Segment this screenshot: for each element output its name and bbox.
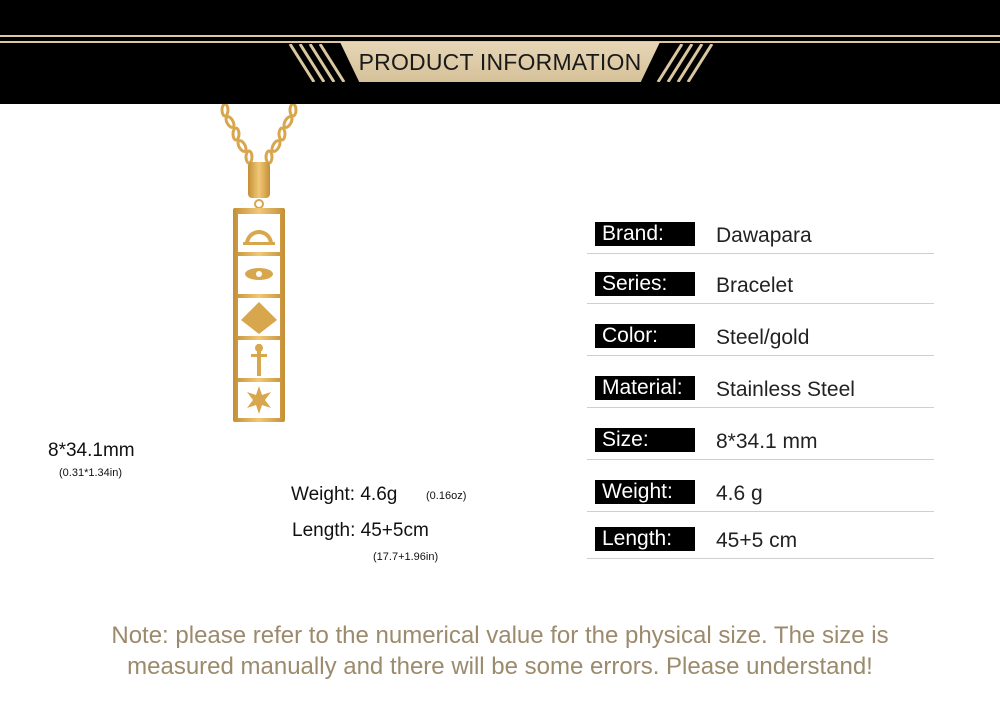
weight-label: Weight: 4.6g bbox=[291, 484, 398, 505]
gold-bar-pendant-necklace-icon bbox=[205, 104, 315, 434]
note-line-1: Note: please refer to the numerical value for the physical size. The size is bbox=[111, 622, 889, 649]
spec-divider bbox=[587, 253, 934, 254]
size-in-label: (0.31*1.34in) bbox=[59, 467, 122, 479]
spec-row-brand bbox=[587, 222, 934, 254]
spec-divider bbox=[587, 355, 934, 356]
banner-stripes-left-icon bbox=[286, 44, 346, 82]
spec-label: Color: bbox=[595, 324, 695, 348]
spec-label: Weight: bbox=[595, 480, 695, 504]
note-line-2: measured manually and there will be some errors. Please understand! bbox=[127, 653, 873, 680]
header-divider-top bbox=[0, 35, 1000, 37]
spec-value: Steel/gold bbox=[716, 326, 810, 349]
spec-divider bbox=[587, 558, 934, 559]
page-title: PRODUCT INFORMATION bbox=[358, 49, 642, 75]
spec-row-series bbox=[587, 272, 934, 304]
spec-divider bbox=[587, 303, 934, 304]
spec-label: Length: bbox=[595, 527, 695, 551]
spec-divider bbox=[587, 459, 934, 460]
spec-divider bbox=[587, 511, 934, 512]
spec-divider bbox=[587, 407, 934, 408]
spec-label: Brand: bbox=[595, 222, 695, 246]
spec-row-weight bbox=[587, 480, 934, 512]
spec-value: Dawapara bbox=[716, 224, 812, 247]
spec-row-size bbox=[587, 428, 934, 460]
spec-label: Size: bbox=[595, 428, 695, 452]
spec-value: Stainless Steel bbox=[716, 378, 855, 401]
spec-row-length bbox=[587, 527, 934, 559]
spec-label: Series: bbox=[595, 272, 695, 296]
product-image bbox=[205, 104, 315, 434]
banner-stripes-right-icon bbox=[654, 44, 714, 82]
disclaimer-note bbox=[40, 620, 960, 682]
spec-value: 45+5 cm bbox=[716, 529, 798, 552]
spec-value: Bracelet bbox=[716, 274, 794, 297]
weight-oz-label: (0.16oz) bbox=[426, 490, 467, 502]
spec-row-color bbox=[587, 324, 934, 356]
spec-value: 4.6 g bbox=[716, 482, 763, 505]
length-in-label: (17.7+1.96in) bbox=[373, 551, 439, 563]
size-mm-label: 8*34.1mm bbox=[48, 440, 135, 461]
spec-value: 8*34.1 mm bbox=[716, 430, 818, 453]
length-label: Length: 45+5cm bbox=[292, 520, 429, 541]
spec-label: Material: bbox=[595, 376, 695, 400]
spec-row-material bbox=[587, 376, 934, 408]
